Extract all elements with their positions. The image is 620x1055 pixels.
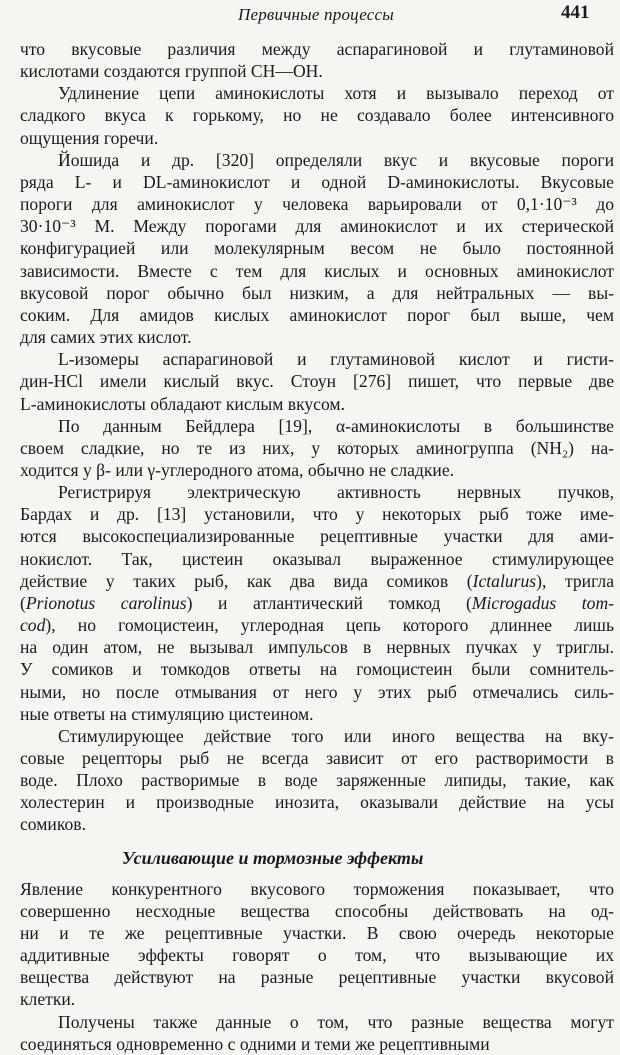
paragraph: [20, 725, 614, 836]
section-heading: Усиливающие и тормозные эффекты: [122, 847, 424, 868]
text-line: сомиков.: [20, 814, 86, 835]
text-line: что вкусовые различия между аспарагиновой и глутаминовой: [20, 39, 614, 59]
text-line: ными, но после отмывания от него у этих рыб отмечались силь-: [20, 681, 614, 702]
text-line: ни и те же рецептивные участки. В свою очередь некоторые: [20, 922, 614, 943]
text-line: воде. Плохо растворимые в воде заряженные липиды, такие, как: [20, 770, 614, 791]
text-line: cod), но гомоцистеин, углеродная цепь которого длиннее лишь: [20, 615, 614, 636]
text-line: 30·10⁻³ М. Между порогами для аминокислот и их стерической: [20, 216, 614, 237]
text-line: клетки.: [20, 989, 76, 1010]
text-line: совершенно несходные вещества способны действовать на од-: [20, 900, 614, 921]
text-line: действие у таких рыб, как два вида сомиков (Ictalurus), тригла: [20, 570, 615, 591]
text-line: кислотами создаются группой CH—OH.: [20, 61, 323, 82]
paragraph: [20, 82, 614, 148]
text-line: нокислот. Так, цистеин оказывал выраженное стимулирующее: [20, 548, 614, 569]
page-number: 441: [561, 2, 590, 23]
text-line: сладкого вкуса к горькому, но не создавало более интенсивного: [20, 105, 614, 126]
text-line: аддитивные эффекты говорят о том, что вызывающие их: [20, 945, 614, 966]
text-line: L-изомеры аспарагиновой и глутаминовой кислот и гисти-: [58, 349, 614, 370]
text-line: У сомиков и томкодов ответы на гомоцистеин были сомнитель-: [20, 659, 614, 680]
text-line: ощущения горечи.: [20, 127, 159, 148]
text-line: (Prionotus carolinus) и атлантический томкод (Microgadus tom-: [20, 592, 615, 613]
text-line: ются высокоспециализированные рецептивные участки для ами-: [20, 526, 614, 547]
text-line: на один атом, не вызывал импульсов в нервных пучках у триглы.: [20, 637, 614, 658]
text-line: Получены также данные о том, что разные вещества могут: [58, 1011, 614, 1032]
paragraph: [20, 149, 614, 348]
text-line: пороги для аминокислот у человека варьировали от 0,1·10⁻³ до: [20, 194, 614, 215]
paragraph: [20, 348, 614, 414]
text-line: соким. Для амидов кислых аминокислот порог был выше, чем: [20, 304, 614, 325]
text-line: соединяться одновременно с одними и теми же рецептивными: [20, 1033, 490, 1054]
text-line: холестерин и производные инозита, оказывали действие на усы: [20, 792, 614, 813]
text-line: ходится у β- или γ-углеродного атома, обычно не сладкие.: [20, 459, 455, 480]
text-line: Явление конкурентного вкусового торможения показывает, что: [20, 878, 614, 899]
text-line: зависимости. Вместе с тем для кислых и основных аминокислот: [20, 260, 614, 281]
text-line: Удлинение цепи аминокислоты хотя и вызывало переход от: [58, 83, 614, 104]
text-line: Регистрируя электрическую активность нервных пучков,: [58, 482, 614, 503]
text-line: своем сладкие, но те из них, у которых аминогруппа (NH₂) на-: [20, 437, 614, 458]
text-line: Стимулирующее действие того или иного вещества на вку-: [58, 725, 614, 746]
text-line: L-аминокислоты обладают кислым вкусом.: [20, 393, 345, 414]
text-line: для самих этих кислот.: [20, 327, 192, 348]
paragraph: [20, 38, 614, 82]
text-line: дин-HCl имели кислый вкус. Стоун [276] пишет, что первые две: [20, 371, 614, 392]
body-text: [20, 38, 614, 1055]
text-line: Йошида и др. [320] определяли вкус и вкусовые пороги: [58, 149, 614, 170]
text-line: вещества действуют на разные рецептивные участки вкусовой: [20, 967, 614, 988]
text-line: совые рецепторы рыб не всегда зависит от его растворимости в: [20, 748, 614, 768]
paragraph: [20, 878, 614, 1011]
running-title: Первичные процессы: [238, 5, 395, 24]
paragraph: [20, 415, 614, 481]
text-line: По данным Бейдлера [19], α-аминокислоты в большинстве: [58, 415, 614, 436]
text-line: конфигурацией или молекулярным весом не было постоянной: [20, 238, 614, 259]
text-line: ные ответы на стимуляцию цистеином.: [20, 703, 314, 724]
text-line: Бардах и др. [13] установили, что у некоторых рыб тоже име-: [20, 504, 614, 525]
paragraph: [20, 481, 614, 725]
page-header: [0, 2, 620, 32]
text-line: вкусовой порог обычно был низким, а для нейтральных — вы-: [20, 282, 614, 303]
text-line: ряда L- и DL-аминокислот и одной D-аминокислоты. Вкусовые: [20, 171, 614, 192]
paragraph: [20, 1011, 614, 1055]
